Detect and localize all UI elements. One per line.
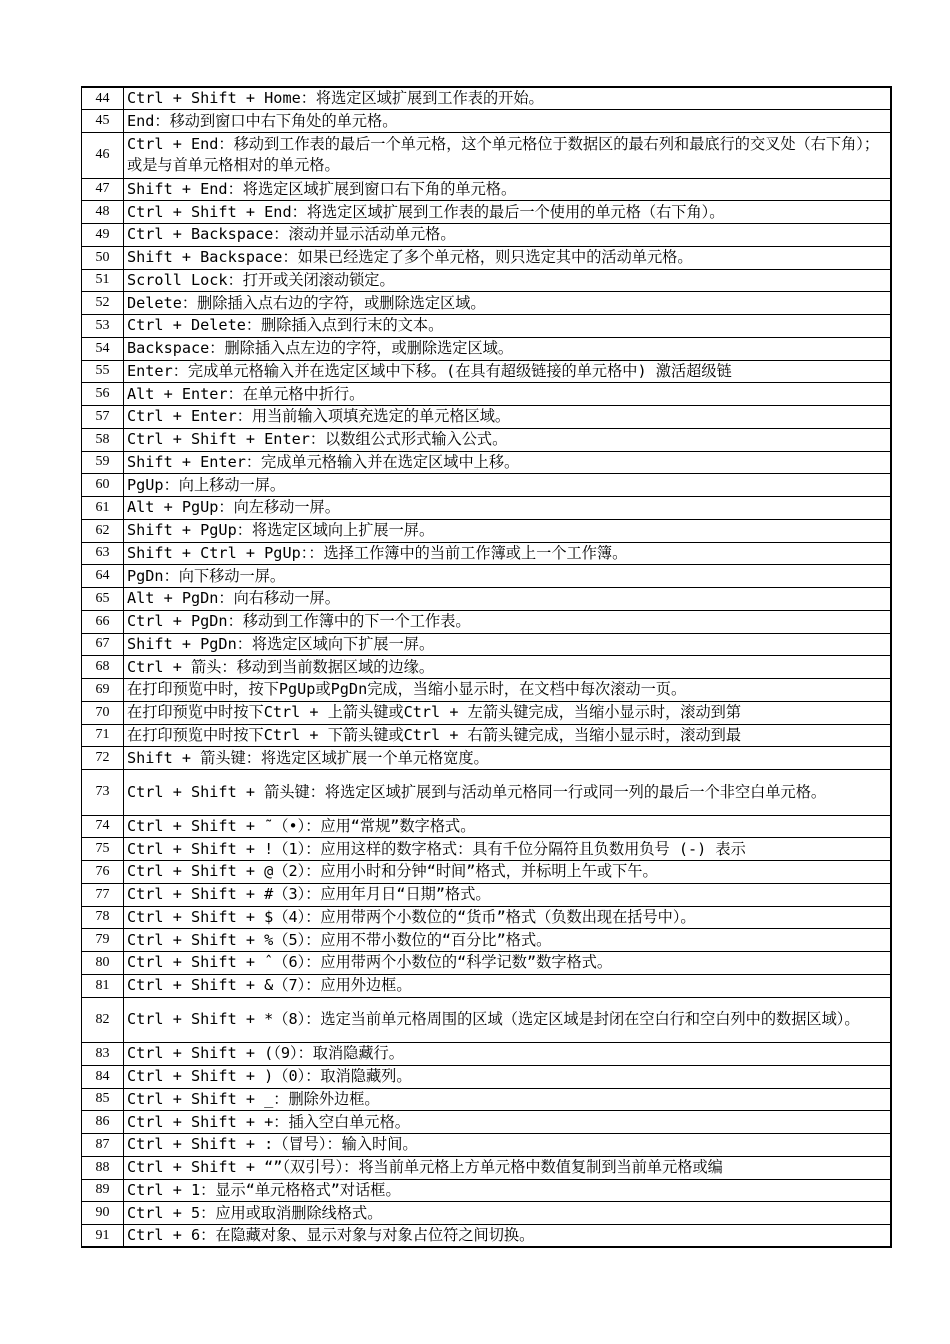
table-row	[82, 997, 891, 1043]
shortcut-text-cell: Ctrl + End：移动到工作表的最后一个单元格，这个单元格位于数据区的最右列和最底行的交叉处（右下角）；或是与首单元格相对的单元格。	[124, 133, 891, 179]
shortcut-text-cell: Ctrl + Shift + $（4）：应用带两个小数位的“货币”格式（负数出现在括号中）。	[124, 906, 891, 929]
table-row	[82, 679, 891, 702]
shortcut-text-cell: Alt + PgUp：向左移动一屏。	[124, 497, 891, 520]
shortcut-text-cell: Ctrl + Enter：用当前输入项填充选定的单元格区域。	[124, 406, 891, 429]
row-number-cell: 56	[82, 383, 124, 406]
shortcut-text-cell: Ctrl + Shift + ˜（•）：应用“常规”数字格式。	[124, 815, 891, 838]
shortcut-text-cell: Ctrl + PgDn：移动到工作簿中的下一个工作表。	[124, 610, 891, 633]
row-number-cell: 86	[82, 1111, 124, 1134]
table-row	[82, 224, 891, 247]
row-number-cell: 53	[82, 315, 124, 338]
shortcut-text-cell: 在打印预览中时，按下PgUp或PgDn完成，当缩小显示时，在文档中每次滚动一页。	[124, 679, 891, 702]
row-number-cell: 74	[82, 815, 124, 838]
shortcut-text-cell: Shift + Ctrl + PgUp：：选择工作簿中的当前工作簿或上一个工作簿。	[124, 542, 891, 565]
table-row	[82, 770, 891, 816]
table-row	[82, 1156, 891, 1179]
row-number-cell: 64	[82, 565, 124, 588]
shortcut-text-cell: Ctrl + 箭头：移动到当前数据区域的边缘。	[124, 656, 891, 679]
shortcut-text-cell: Alt + PgDn：向右移动一屏。	[124, 588, 891, 611]
row-number-cell: 63	[82, 542, 124, 565]
table-row	[82, 474, 891, 497]
table-row	[82, 1111, 891, 1134]
table-row	[82, 861, 891, 884]
shortcut-text-cell: Ctrl + Shift + )（0）：取消隐藏列。	[124, 1065, 891, 1088]
shortcut-text-cell: End：移动到窗口中右下角处的单元格。	[124, 110, 891, 133]
row-number-cell: 77	[82, 883, 124, 906]
shortcut-text-cell: Ctrl + Shift + _：删除外边框。	[124, 1088, 891, 1111]
shortcut-text-cell: PgDn：向下移动一屏。	[124, 565, 891, 588]
table-row	[82, 1179, 891, 1202]
shortcut-text-cell: 在打印预览中时按下Ctrl + 上箭头键或Ctrl + 左箭头键完成，当缩小显示时，滚动到第	[124, 701, 891, 724]
shortcut-text-cell: Shift + PgUp：将选定区域向上扩展一屏。	[124, 519, 891, 542]
shortcut-text-cell: Ctrl + Shift + %（5）：应用不带小数位的“百分比”格式。	[124, 929, 891, 952]
row-number-cell: 67	[82, 633, 124, 656]
row-number-cell: 61	[82, 497, 124, 520]
shortcut-text-cell: Ctrl + Shift + “”（双引号）：将当前单元格上方单元格中数值复制到当前单元格或编	[124, 1156, 891, 1179]
shortcut-text-cell: Ctrl + Shift + :（冒号）：输入时间。	[124, 1134, 891, 1157]
shortcut-text-cell: Ctrl + Shift + ˆ（6）：应用带两个小数位的“科学记数”数字格式。	[124, 952, 891, 975]
table-row	[82, 1065, 891, 1088]
table-row	[82, 701, 891, 724]
table-row	[82, 542, 891, 565]
row-number-cell: 54	[82, 337, 124, 360]
shortcut-text-cell: Alt + Enter：在单元格中折行。	[124, 383, 891, 406]
table-row	[82, 974, 891, 997]
row-number-cell: 49	[82, 224, 124, 247]
shortcut-text-cell: Ctrl + Shift + #（3）：应用年月日“日期”格式。	[124, 883, 891, 906]
table-row	[82, 269, 891, 292]
shortcut-text-cell: Ctrl + Shift + *（8）：选定当前单元格周围的区域（选定区域是封闭在空白行和空白列中的数据区域）。	[124, 997, 891, 1043]
row-number-cell: 58	[82, 428, 124, 451]
row-number-cell: 75	[82, 838, 124, 861]
shortcut-table-body	[82, 87, 891, 1247]
table-row	[82, 1043, 891, 1066]
table-row	[82, 929, 891, 952]
row-number-cell: 71	[82, 724, 124, 747]
table-row	[82, 1088, 891, 1111]
shortcut-text-cell: Ctrl + Shift + !（1）：应用这样的数字格式：具有千位分隔符且负数用负号 (-) 表示	[124, 838, 891, 861]
table-row	[82, 952, 891, 975]
table-row	[82, 565, 891, 588]
row-number-cell: 82	[82, 997, 124, 1043]
row-number-cell: 89	[82, 1179, 124, 1202]
table-row	[82, 315, 891, 338]
table-row	[82, 292, 891, 315]
table-row	[82, 633, 891, 656]
row-number-cell: 80	[82, 952, 124, 975]
table-row	[82, 815, 891, 838]
row-number-cell: 83	[82, 1043, 124, 1066]
row-number-cell: 90	[82, 1202, 124, 1225]
row-number-cell: 48	[82, 201, 124, 224]
table-row	[82, 406, 891, 429]
table-row	[82, 246, 891, 269]
shortcut-text-cell: Backspace：删除插入点左边的字符，或删除选定区域。	[124, 337, 891, 360]
table-row	[82, 360, 891, 383]
table-row	[82, 1202, 891, 1225]
row-number-cell: 73	[82, 770, 124, 816]
shortcut-text-cell: Shift + End：将选定区域扩展到窗口右下角的单元格。	[124, 178, 891, 201]
row-number-cell: 62	[82, 519, 124, 542]
shortcut-text-cell: Ctrl + Shift + End：将选定区域扩展到工作表的最后一个使用的单元格（右下角）。	[124, 201, 891, 224]
table-row	[82, 133, 891, 179]
row-number-cell: 79	[82, 929, 124, 952]
row-number-cell: 44	[82, 87, 124, 110]
table-row	[82, 1225, 891, 1248]
table-row	[82, 178, 891, 201]
shortcut-text-cell: Ctrl + Shift + Enter：以数组公式形式输入公式。	[124, 428, 891, 451]
table-row	[82, 497, 891, 520]
shortcut-text-cell: Ctrl + 5：应用或取消删除线格式。	[124, 1202, 891, 1225]
row-number-cell: 46	[82, 133, 124, 179]
shortcut-text-cell: Ctrl + Shift + +：插入空白单元格。	[124, 1111, 891, 1134]
shortcut-text-cell: 在打印预览中时按下Ctrl + 下箭头键或Ctrl + 右箭头键完成，当缩小显示时，滚动到最	[124, 724, 891, 747]
table-row	[82, 656, 891, 679]
row-number-cell: 65	[82, 588, 124, 611]
table-row	[82, 883, 891, 906]
shortcut-text-cell: Ctrl + Shift + (（9）：取消隐藏行。	[124, 1043, 891, 1066]
row-number-cell: 91	[82, 1225, 124, 1248]
row-number-cell: 45	[82, 110, 124, 133]
table-row	[82, 383, 891, 406]
row-number-cell: 47	[82, 178, 124, 201]
table-row	[82, 337, 891, 360]
row-number-cell: 50	[82, 246, 124, 269]
table-row	[82, 428, 891, 451]
row-number-cell: 55	[82, 360, 124, 383]
shortcut-text-cell: Ctrl + Shift + @（2）：应用小时和分钟“时间”格式，并标明上午或下午。	[124, 861, 891, 884]
shortcut-text-cell: Scroll Lock：打开或关闭滚动锁定。	[124, 269, 891, 292]
shortcut-text-cell: Ctrl + Shift + Home：将选定区域扩展到工作表的开始。	[124, 87, 891, 110]
row-number-cell: 85	[82, 1088, 124, 1111]
shortcut-text-cell: Enter：完成单元格输入并在选定区域中下移。(在具有超级链接的单元格中) 激活超级链	[124, 360, 891, 383]
table-row	[82, 110, 891, 133]
shortcut-text-cell: Ctrl + Delete：删除插入点到行末的文本。	[124, 315, 891, 338]
row-number-cell: 72	[82, 747, 124, 770]
shortcut-table	[81, 86, 892, 1248]
row-number-cell: 69	[82, 679, 124, 702]
table-row	[82, 201, 891, 224]
row-number-cell: 76	[82, 861, 124, 884]
table-row	[82, 1134, 891, 1157]
row-number-cell: 57	[82, 406, 124, 429]
row-number-cell: 52	[82, 292, 124, 315]
shortcut-text-cell: Shift + PgDn：将选定区域向下扩展一屏。	[124, 633, 891, 656]
shortcut-text-cell: Shift + Enter：完成单元格输入并在选定区域中上移。	[124, 451, 891, 474]
shortcut-text-cell: Shift + 箭头键：将选定区域扩展一个单元格宽度。	[124, 747, 891, 770]
shortcut-text-cell: Ctrl + Shift + 箭头键：将选定区域扩展到与活动单元格同一行或同一列的最后一个非空白单元格。	[124, 770, 891, 816]
shortcut-text-cell: Delete：删除插入点右边的字符，或删除选定区域。	[124, 292, 891, 315]
table-row	[82, 451, 891, 474]
table-row	[82, 906, 891, 929]
table-row	[82, 838, 891, 861]
row-number-cell: 66	[82, 610, 124, 633]
table-row	[82, 87, 891, 110]
shortcut-text-cell: Shift + Backspace：如果已经选定了多个单元格，则只选定其中的活动单元格。	[124, 246, 891, 269]
table-row	[82, 588, 891, 611]
row-number-cell: 87	[82, 1134, 124, 1157]
row-number-cell: 88	[82, 1156, 124, 1179]
row-number-cell: 81	[82, 974, 124, 997]
row-number-cell: 68	[82, 656, 124, 679]
shortcut-text-cell: Ctrl + 6：在隐藏对象、显示对象与对象占位符之间切换。	[124, 1225, 891, 1248]
row-number-cell: 84	[82, 1065, 124, 1088]
row-number-cell: 70	[82, 701, 124, 724]
shortcut-text-cell: Ctrl + Shift + &（7）：应用外边框。	[124, 974, 891, 997]
shortcut-text-cell: Ctrl + Backspace：滚动并显示活动单元格。	[124, 224, 891, 247]
row-number-cell: 59	[82, 451, 124, 474]
table-row	[82, 724, 891, 747]
row-number-cell: 60	[82, 474, 124, 497]
table-row	[82, 519, 891, 542]
shortcut-text-cell: Ctrl + 1：显示“单元格格式”对话框。	[124, 1179, 891, 1202]
table-row	[82, 610, 891, 633]
row-number-cell: 78	[82, 906, 124, 929]
table-row	[82, 747, 891, 770]
row-number-cell: 51	[82, 269, 124, 292]
shortcut-text-cell: PgUp：向上移动一屏。	[124, 474, 891, 497]
